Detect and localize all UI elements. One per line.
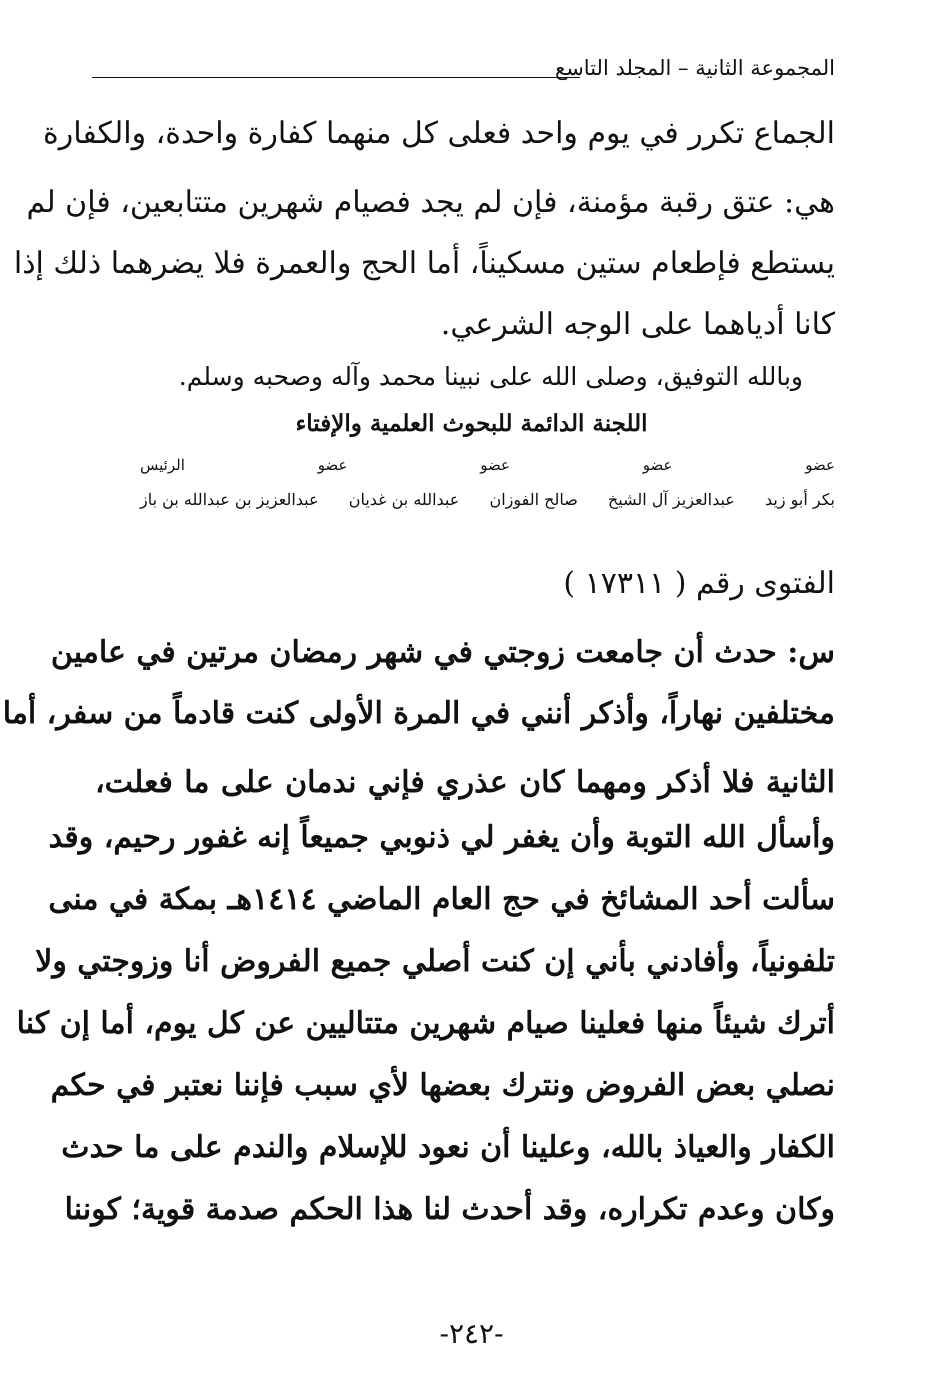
- page-number: -٢٤٢-: [439, 1317, 504, 1350]
- committee-title: اللجنة الدائمة للبحوث العلمية والإفتاء: [295, 410, 648, 437]
- member-role: عضو: [642, 456, 673, 474]
- question-line: وكان وعدم تكراره، وقد أحدث لنا هذا الحكم صدمة قوية؛ كوننا: [64, 1192, 835, 1227]
- member-name: عبدالعزيز بن عبدالله بن باز: [140, 490, 319, 509]
- running-header: المجموعة الثانية – المجلد التاسع: [555, 56, 835, 80]
- member-role: عضو: [805, 456, 835, 474]
- member-name: بكر أبو زيد: [764, 490, 835, 509]
- question-line: نصلي بعض الفروض ونترك بعضها لأي سبب فإننا نعتبر في حكم: [50, 1068, 835, 1103]
- committee-roles: [140, 454, 835, 476]
- answer-line: هي: عتق رقبة مؤمنة، فإن لم يجد فصيام شهرين متتابعين، فإن لم: [26, 185, 835, 220]
- fatwa-number: الفتوى رقم ( ١٧٣١١ ): [563, 566, 835, 601]
- question-line: سألت أحد المشائخ في حج العام الماضي ١٤١٤هـ بمكة في منى: [48, 882, 835, 917]
- question-line: س: حدث أن جامعت زوجتي في شهر رمضان مرتين في عامين: [50, 635, 835, 670]
- answer-line: يستطع فإطعام ستين مسكيناً، أما الحج والعمرة فلا يضرهما ذلك إذا: [13, 246, 835, 281]
- member-role: الرئيس: [140, 456, 185, 474]
- member-name: عبدالله بن غديان: [348, 490, 460, 509]
- member-role: عضو: [317, 456, 348, 474]
- answer-line: كانا أدياهما على الوجه الشرعي.: [440, 307, 835, 342]
- member-name: عبدالعزيز آل الشيخ: [607, 490, 735, 509]
- question-line: تلفونياً، وأفادني بأني إن كنت أصلي جميع الفروض أنا وزوجتي ولا: [35, 944, 835, 979]
- question-line: الكفار والعياذ بالله، وعلينا أن نعود للإسلام والندم على ما حدث: [61, 1130, 835, 1165]
- committee-names: [140, 488, 835, 512]
- closing-formula: وبالله التوفيق، وصلى الله على نبينا محمد وآله وصحبه وسلم.: [178, 362, 803, 391]
- question-line: الثانية فلا أذكر ومهما كان عذري فإني ندمان على ما فعلت،: [95, 765, 835, 800]
- member-name: صالح الفوزان: [489, 490, 578, 509]
- question-line: أترك شيئاً منها فعلينا صيام شهرين متتاليين عن كل يوم، أما إن كنا: [16, 1006, 835, 1041]
- question-line: مختلفين نهاراً، وأذكر أنني في المرة الأولى كنت قادماً من سفر، أما: [2, 696, 835, 731]
- header-rule: [92, 77, 580, 78]
- member-role: عضو: [480, 456, 510, 474]
- answer-line: الجماع تكرر في يوم واحد فعلى كل منهما كفارة واحدة، والكفارة: [43, 116, 835, 151]
- question-line: وأسأل الله التوبة وأن يغفر لي ذنوبي جميعاً إنه غفور رحيم، وقد: [48, 820, 835, 855]
